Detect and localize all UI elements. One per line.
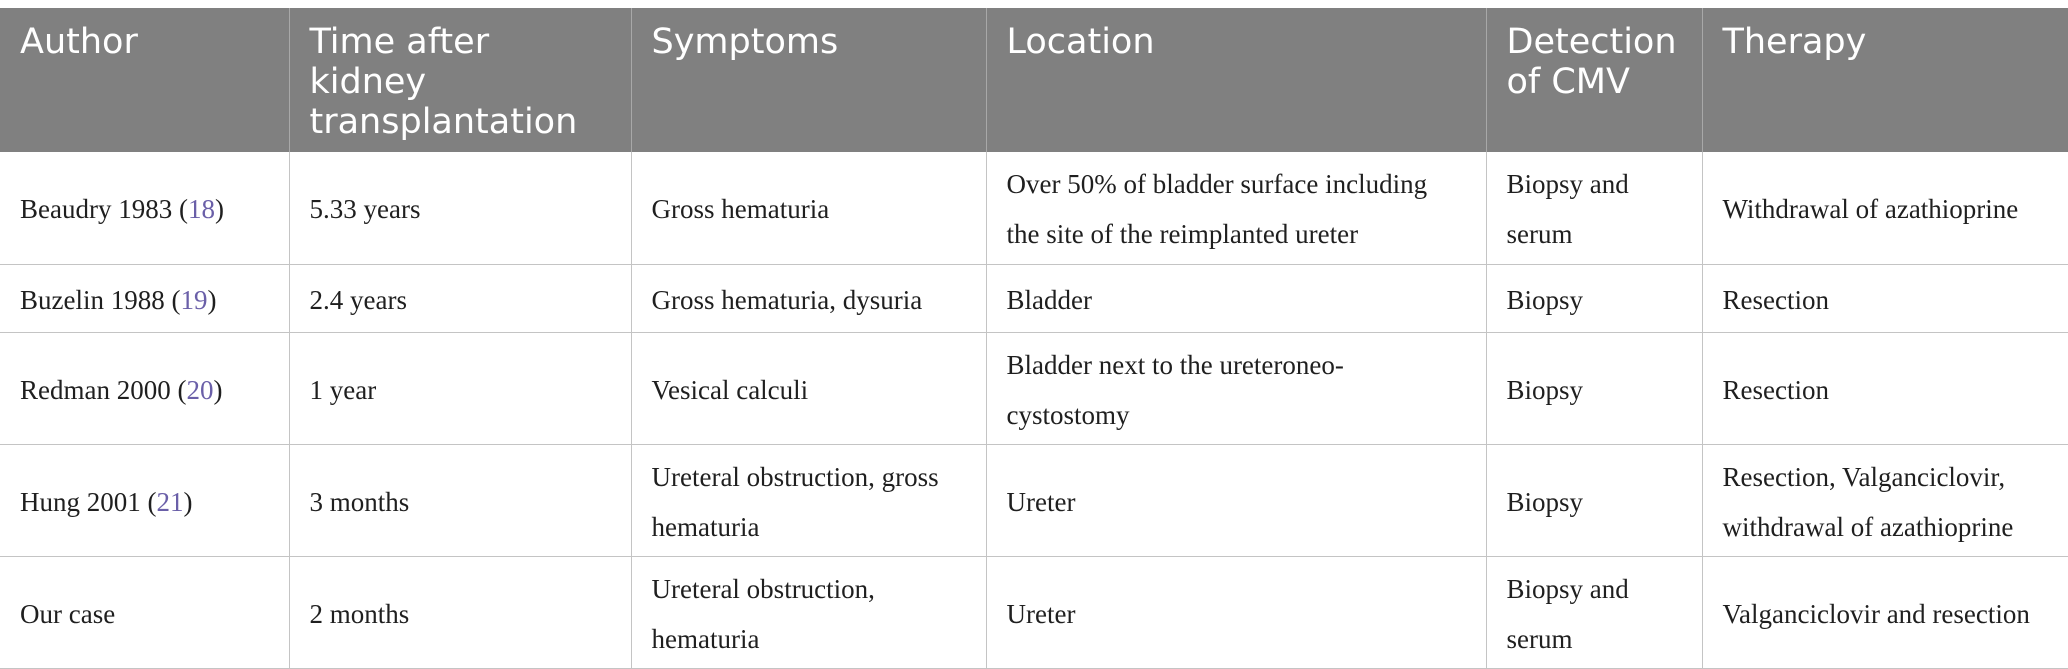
table-row: [0, 557, 2068, 669]
cell-symptoms: Ureteral obstruction, hematuria: [631, 557, 986, 669]
cell-detection: Biopsy: [1486, 265, 1702, 333]
cell-symptoms: Gross hematuria, dysuria: [631, 265, 986, 333]
cell-time: 5.33 years: [289, 152, 631, 265]
table-row: [0, 265, 2068, 333]
author-close: ): [183, 486, 193, 517]
author-text: Redman 2000 (: [20, 374, 187, 405]
header-detection: Detection of CMV: [1486, 8, 1702, 152]
cell-therapy: Withdrawal of azathioprine: [1702, 152, 2068, 265]
cell-location: Ureter: [986, 445, 1486, 557]
cell-therapy: Resection: [1702, 333, 2068, 445]
header-author: Author: [0, 8, 289, 152]
cell-time: 2 months: [289, 557, 631, 669]
cell-therapy: Valganciclovir and resection: [1702, 557, 2068, 669]
cell-author: [0, 333, 289, 445]
cell-time: 2.4 years: [289, 265, 631, 333]
cell-location: Over 50% of bladder surface including the site of the reimplanted ureter: [986, 152, 1486, 265]
author-close: ): [214, 194, 224, 224]
author-text: Beaudry 1983 (: [20, 194, 188, 224]
header-therapy: Therapy: [1702, 8, 2068, 152]
cell-author: [0, 445, 289, 557]
cell-detection: Biopsy and serum: [1486, 557, 1702, 669]
cell-symptoms: Gross hematuria: [631, 152, 986, 265]
reference-link[interactable]: 21: [156, 486, 184, 517]
cell-location: Ureter: [986, 557, 1486, 669]
cell-therapy: Resection, Valganciclovir, withdrawal of azathioprine: [1702, 445, 2068, 557]
author-text: Hung 2001 (: [20, 486, 157, 517]
cell-therapy: Resection: [1702, 265, 2068, 333]
header-location: Location: [986, 8, 1486, 152]
reference-link[interactable]: 20: [186, 374, 214, 405]
table-row: [0, 333, 2068, 445]
cell-symptoms: Vesical calculi: [631, 333, 986, 445]
author-close: ): [213, 374, 223, 405]
cell-detection: Biopsy: [1486, 445, 1702, 557]
table-row: [0, 445, 2068, 557]
header-time: Time after kidney transplantation: [289, 8, 631, 152]
cell-time: 3 months: [289, 445, 631, 557]
table-row: [0, 152, 2068, 265]
cell-author: [0, 557, 289, 669]
author-text: Our case: [20, 598, 116, 629]
author-text: Buzelin 1988 (: [20, 284, 181, 315]
case-comparison-table: [0, 8, 2068, 669]
cell-location: Bladder: [986, 265, 1486, 333]
cell-symptoms: Ureteral obstruction, gross hematuria: [631, 445, 986, 557]
reference-link[interactable]: 18: [187, 194, 215, 224]
cell-location: Bladder next to the ureteroneo-cystostomy: [986, 333, 1486, 445]
cell-detection: Biopsy: [1486, 333, 1702, 445]
header-symptoms: Symptoms: [631, 8, 986, 152]
reference-link[interactable]: 19: [180, 284, 208, 315]
cell-detection: Biopsy and serum: [1486, 152, 1702, 265]
author-close: ): [207, 284, 217, 315]
cell-author: [0, 152, 289, 265]
cell-time: 1 year: [289, 333, 631, 445]
table-header-row: [0, 8, 2068, 152]
cell-author: [0, 265, 289, 333]
